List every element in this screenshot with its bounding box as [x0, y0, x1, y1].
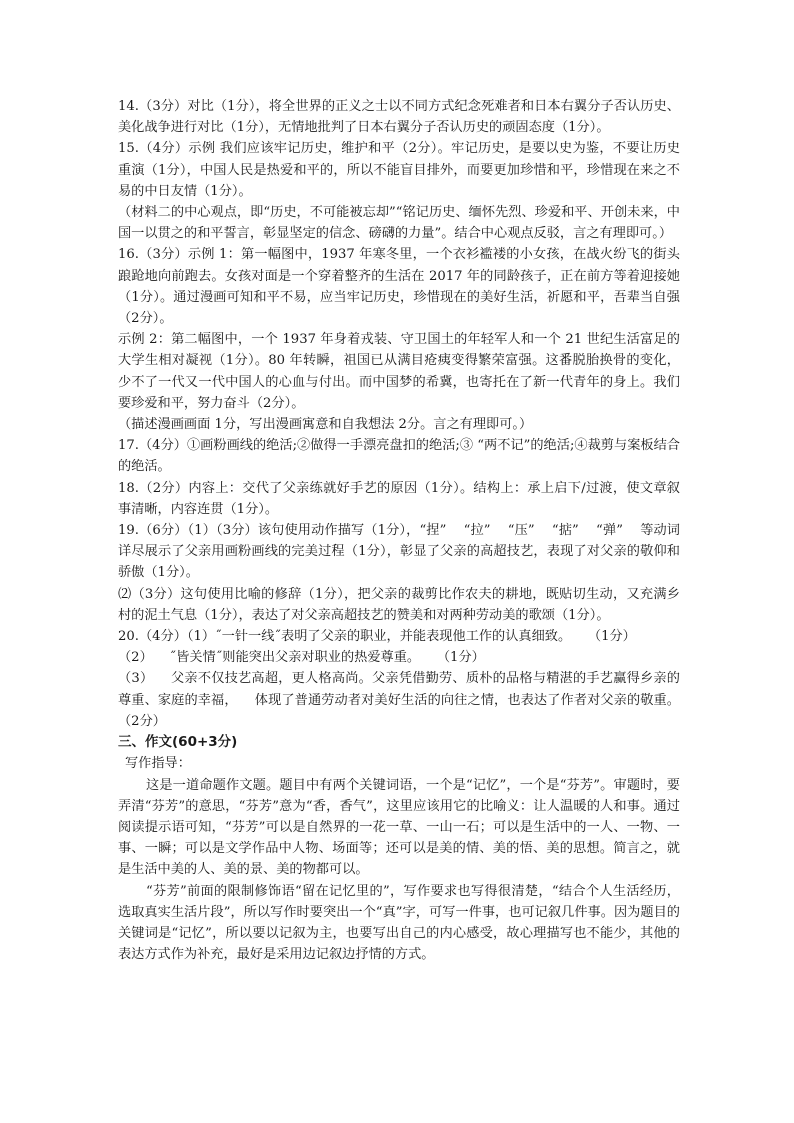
answer-20-part-3: （3） 父亲不仅技艺高超，更人格高尚。父亲凭借勤劳、质朴的品格与精湛的手艺赢得乡亲的尊重、家庭的幸福， 体现了普通劳动者对美好生活的向往之情，也表达了作者对父亲的敬重。 （2分） [118, 671, 697, 729]
answer-19-part-1: 19.（6分）（1）（3分）该句使用动作描写（1分），“捏” “拉” “压” “掂” “弹” 等动词详尽展示了父亲用画粉画线的完美过程（1分），彰显了父亲的高超技艺，表现了对父亲的敬仰和骄傲（1分）。 [118, 523, 680, 581]
answer-19-part-2: ⑵（3分）这句使用比喻的修辞（1分），把父亲的裁剪比作农夫的耕地，既贴切生动，又充满乡村的泥土气息（1分），表达了对父亲高超技艺的赞美和对两种劳动美的歌颂（1分）。 [118, 586, 680, 623]
answer-20-part-1: 20.（4分）（1）˝一针一线˝表明了父亲的职业，并能表现他工作的认真细致。 （1分） [118, 629, 636, 645]
answer-16-example-1: 16.（3分）示例 1：第一幅图中，1937 年寒冬里，一个衣衫褴褛的小女孩，在战火纷飞的街头踉跄地向前跑去。女孩对面是一个穿着整齐的生活在 2017 年的同龄孩子，正在前方等着迎接她（1分）。通过漫画可知和平不易，应当牢记历史，珍惜现在的美好生活，祈愿和平，吾辈当自强（2分）。 [118, 247, 680, 327]
answer-15-note: （材料二的中心观点，即“历史，不可能被忘却”“铭记历史、缅怀先烈、珍爱和平、开创未来，中国一以贯之的和平誓言，彰显坚定的信念、磅礴的力量”。结合中心观点反驳，言之有理即可。） [118, 205, 680, 242]
answer-16-note: （描述漫画画面 1分，写出漫画寓意和自我想法 2分。言之有理即可。） [118, 417, 533, 433]
answer-20-part-2: （2） ˝皆关情˝则能突出父亲对职业的热爱尊重。 （1分） [118, 650, 485, 666]
answer-16-example-2: 示例 2：第二幅图中，一个 1937 年身着戎装、守卫国土的年轻军人和一个 21 世纪生活富足的大学生相对凝视（1分）。80 年转瞬，祖国已从满目疮痍变得繁荣富强。这番脱胎换骨的变化，少不了一代又一代中国人的心血与付出。而中国梦的希冀，也寄托在了新一代青年的身上。我们要珍爱和平，努力奋斗（2分）。 [118, 332, 680, 411]
answer-14: 14.（3分）对比（1分），将全世界的正义之士以不同方式纪念死难者和日本右翼分子否认历史、美化战争进行对比（1分），无情地批判了日本右翼分子否认历史的顽固态度（1分）。 [118, 99, 680, 136]
answer-page [118, 96, 697, 965]
answer-18: 18.（2分）内容上：交代了父亲练就好手艺的原因（1分）。结构上：承上启下/过渡，使文章叙事清晰，内容连贯（1分）。 [118, 480, 680, 517]
section-heading-composition: 三、作文(60+3分) [118, 734, 238, 751]
answer-15: 15.（4分）示例 我们应该牢记历史，维护和平（2分）。牢记历史，是要以史为鉴，不要让历史重演（1分），中国人民是热爱和平的，所以不能盲目排外，而要更加珍惜和平，珍惜现在来之不易的中日友情（1分）。 [118, 141, 680, 199]
writing-guide-label: 写作指导： [125, 756, 191, 772]
writing-guide-paragraph-2: “芬芳”前面的限制修饰语“留在记忆里的”，写作要求也写得很清楚，“结合个人生活经历，选取真实生活片段”，所以写作时要突出一个“真”字，可写一件事，也可记叙几件事。因为题目的关键词是“记忆”，所以要以记叙为主，也要写出自己的内心感受，故心理描写也不能少，其他的表达方式作为补充，最好是采用边记叙边抒情的方式。 [118, 883, 680, 963]
writing-guide-paragraph-1: 这是一道命题作文题。题目中有两个关键词语，一个是“记忆”，一个是“芬芳”。审题时，要弄清“芬芳”的意思，“芬芳”意为“香，香气”，这里应该用它的比喻义：让人温暖的人和事。通过阅读提示语可知，“芬芳”可以是自然界的一花一草、一山一石；可以是生活中的一人、一物、一事、一瞬；可以是文学作品中人物、场面等；还可以是美的情、美的悟、美的思想。简言之，就是生活中美的人、美的景、美的物都可以。 [118, 777, 680, 878]
answer-17: 17.（4分）①画粉画线的绝活;②做得一手漂亮盘扣的绝活;③ “两不记”的绝活;④裁剪与案板结合的绝活。 [118, 438, 680, 475]
